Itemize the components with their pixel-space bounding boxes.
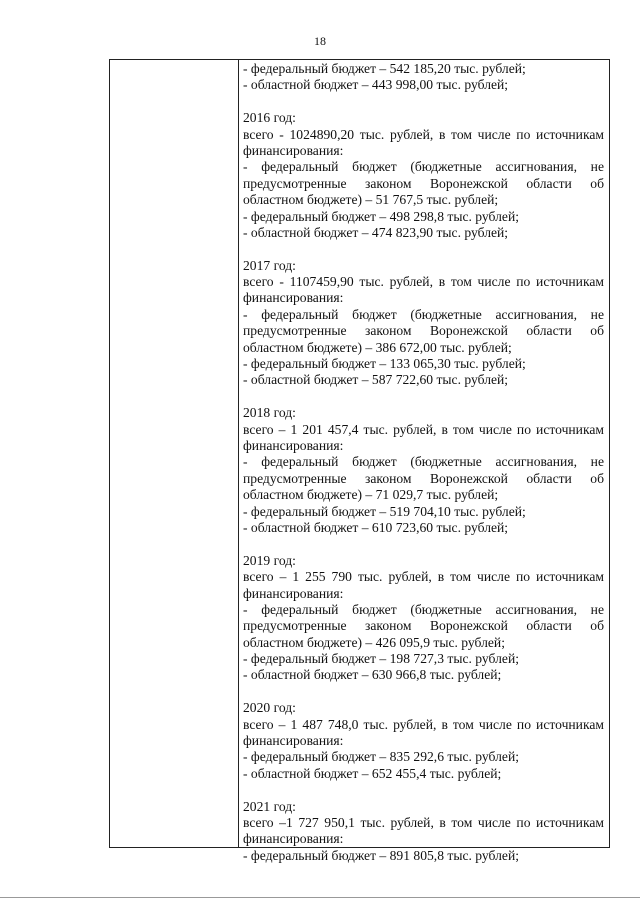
paragraph-gap: [243, 389, 604, 405]
text-line: всего - 1107459,90 тыс. рублей, в том числе по источникам: [243, 274, 604, 290]
text-line: - федеральный бюджет – 542 185,20 тыс. рублей;: [243, 61, 526, 76]
text-line: - федеральный бюджет – 498 298,8 тыс. рублей;: [243, 208, 519, 224]
text-line: областном бюджете) – 426 095,9 тыс. рублей;: [243, 634, 505, 650]
text-line: - областной бюджет – 630 966,8 тыс. рублей;: [243, 667, 502, 683]
text-line: - областной бюджет – 474 823,90 тыс. рублей;: [243, 224, 509, 240]
text-line: финансирования:: [243, 831, 344, 847]
text-line: - федеральный бюджет (бюджетные ассигнования, не: [243, 454, 604, 470]
text-line: 2018 год:: [243, 405, 296, 421]
text-line: предусмотренные законом Воронежской области об: [243, 470, 604, 486]
text-line: 2021 год:: [243, 798, 296, 814]
text-line: - федеральный бюджет – 519 704,10 тыс. рублей;: [243, 503, 526, 519]
text-line: финансирования:: [243, 733, 344, 749]
paragraph-gap: [243, 241, 604, 257]
paragraph-gap: [243, 782, 604, 798]
text-line: областном бюджете) – 51 767,5 тыс. рублей;: [243, 192, 499, 208]
funding-text-cell: [243, 61, 604, 864]
text-line: 2020 год:: [243, 700, 296, 716]
text-line: всего – 1 487 748,0 тыс. рублей, в том числе по источникам: [243, 716, 604, 732]
paragraph-gap: [243, 536, 604, 552]
text-line: всего – 1 201 457,4 тыс. рублей, в том числе по источникам: [243, 421, 604, 437]
text-line: всего – 1 255 790 тыс. рублей, в том числе по источникам: [243, 569, 604, 585]
text-line: предусмотренные законом Воронежской области об: [243, 175, 604, 191]
text-line: предусмотренные законом Воронежской области об: [243, 323, 604, 339]
text-line: - федеральный бюджет (бюджетные ассигнования, не: [243, 306, 604, 322]
text-line: - областной бюджет – 652 455,4 тыс. рублей;: [243, 765, 502, 781]
text-line: всего - 1024890,20 тыс. рублей, в том числе по источникам: [243, 126, 604, 142]
column-divider: [238, 60, 239, 847]
paragraph-gap: [243, 94, 604, 110]
paragraph-gap: [243, 684, 604, 700]
text-line: областном бюджете) – 386 672,00 тыс. рублей;: [243, 339, 512, 355]
text-line: финансирования:: [243, 290, 344, 306]
text-line: - областной бюджет – 610 723,60 тыс. рублей;: [243, 519, 509, 535]
page-bottom-rule: [0, 897, 640, 898]
text-line: 2019 год:: [243, 552, 296, 568]
text-line: предусмотренные законом Воронежской области об: [243, 618, 604, 634]
text-line: финансирования:: [243, 437, 344, 453]
text-line: - федеральный бюджет – 133 065,30 тыс. рублей;: [243, 356, 526, 372]
page-number: 18: [314, 34, 326, 48]
text-line: всего –1 727 950,1 тыс. рублей, в том числе по источникам: [243, 814, 604, 830]
text-line: 2017 год:: [243, 257, 296, 273]
text-line: - федеральный бюджет – 835 292,6 тыс. рублей;: [243, 749, 519, 765]
text-line: - федеральный бюджет – 891 805,8 тыс. рублей;: [243, 847, 519, 863]
text-line: 2016 год:: [243, 110, 296, 126]
text-line: - федеральный бюджет (бюджетные ассигнования, не: [243, 159, 604, 175]
text-line: - федеральный бюджет (бюджетные ассигнования, не: [243, 601, 604, 617]
funding-table: [109, 59, 610, 863]
text-line: областном бюджете) – 71 029,7 тыс. рублей;: [243, 487, 499, 503]
text-line: финансирования:: [243, 142, 344, 158]
text-line: - областной бюджет – 443 998,00 тыс. рублей;: [243, 77, 509, 93]
text-line: финансирования:: [243, 585, 344, 601]
text-line: - федеральный бюджет – 198 727,3 тыс. рублей;: [243, 651, 519, 667]
text-line: - областной бюджет – 587 722,60 тыс. рублей;: [243, 372, 509, 388]
